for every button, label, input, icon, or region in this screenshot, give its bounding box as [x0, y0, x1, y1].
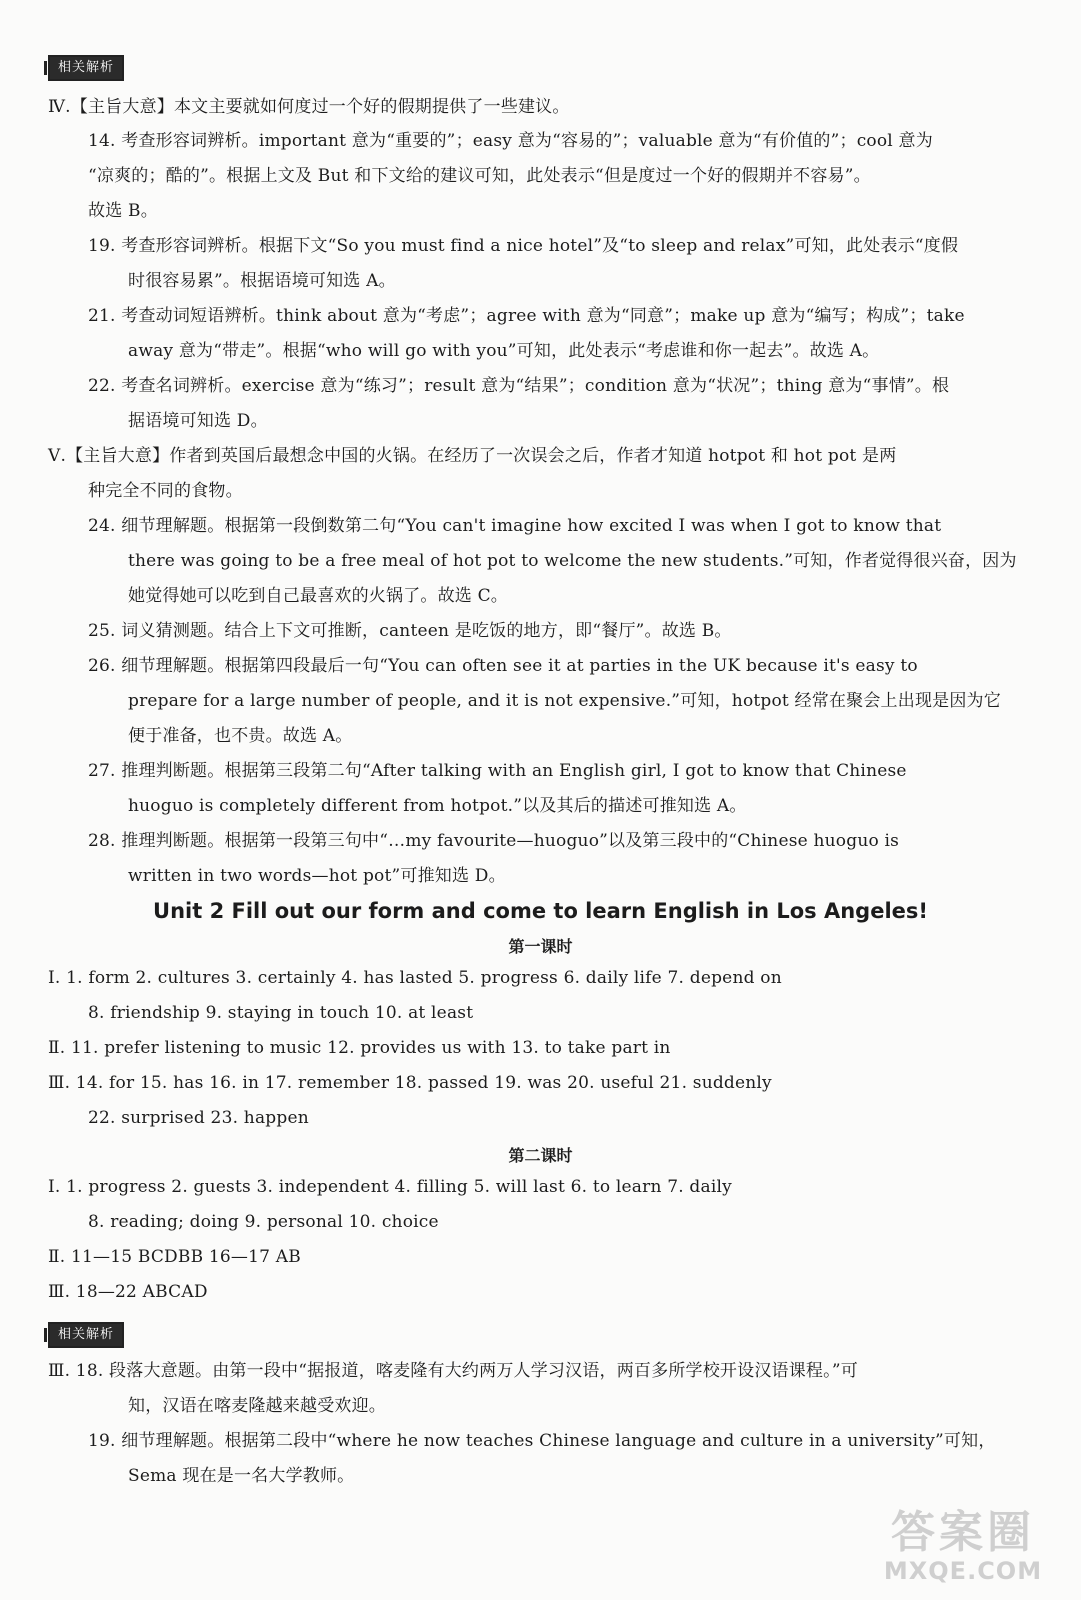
final-18-line1: Ⅲ. 18. 段落大意题。由第一段中“据报道，喀麦隆有大约两万人学习汉语，两百多所学校开设汉语课程。”可	[48, 1361, 858, 1381]
item-26-line1: 26. 细节理解题。根据第四段最后一句“You can often see it at parties in the UK because it's easy to	[88, 656, 918, 676]
watermark	[863, 1508, 1063, 1588]
item-22-line2: 据语境可知选 D。	[128, 411, 268, 431]
lesson1-i-line2: 8. friendship 9. staying in touch 10. at least	[88, 1003, 474, 1023]
lesson2-i-line2: 8. reading; doing 9. personal 10. choice	[88, 1212, 439, 1232]
lesson1-iii-line1: Ⅲ. 14. for 15. has 16. in 17. remember 18. passed 19. was 20. useful 21. suddenly	[48, 1073, 772, 1093]
section-tag: 相关解析	[48, 55, 124, 81]
item-22-line1: 22. 考查名词辨析。exercise 意为“练习”；result 意为“结果”；condition 意为“状况”；thing 意为“事情”。根	[88, 376, 950, 396]
lesson1-ii: Ⅱ. 11. prefer listening to music 12. provides us with 13. to take part in	[48, 1038, 671, 1058]
main-idea-v-line2: 种完全不同的食物。	[88, 481, 243, 501]
lesson1-i-line1: Ⅰ. 1. form 2. cultures 3. certainly 4. has lasted 5. progress 6. daily life 7. depend on	[48, 968, 782, 988]
item-25: 25. 词义猜测题。结合上下文可推断，canteen 是吃饭的地方，即“餐厅”。故选 B。	[88, 621, 732, 641]
item-28-line2: written in two words—hot pot”可推知选 D。	[128, 866, 506, 886]
unit-title: Unit 2 Fill out our form and come to learn English in Los Angeles!	[153, 899, 928, 923]
lesson2-iii: Ⅲ. 18—22 ABCAD	[48, 1282, 208, 1302]
item-14-line1: 14. 考查形容词辨析。important 意为“重要的”；easy 意为“容易的”；valuable 意为“有价值的”；cool 意为	[88, 131, 933, 151]
lesson1-heading: 第一课时	[508, 937, 573, 956]
final-18-line2: 知，汉语在喀麦隆越来越受欢迎。	[128, 1396, 386, 1416]
final-19-line1: 19. 细节理解题。根据第二段中“where he now teaches Chinese language and culture in a university”可知，	[88, 1431, 996, 1451]
item-14-line2: “凉爽的；酷的”。根据上文及 But 和下文给的建议可知，此处表示“但是度过一个好的假期并不容易”。	[88, 166, 871, 186]
item-27-line1: 27. 推理判断题。根据第三段第二句“After talking with an English girl, I got to know that Chinese	[88, 761, 907, 781]
lesson2-i-line1: Ⅰ. 1. progress 2. guests 3. independent 4. filling 5. will last 6. to learn 7. daily	[48, 1177, 732, 1197]
item-24-line2: there was going to be a free meal of hot pot to welcome the new students.”可知，作者觉得很兴奋，因为	[128, 551, 1017, 571]
item-27-line2: huoguo is completely different from hotpot.”以及其后的描述可推知选 A。	[128, 796, 747, 816]
item-28-line1: 28. 推理判断题。根据第一段第三句中“…my favourite—huoguo”以及第三段中的“Chinese huoguo is	[88, 831, 900, 851]
watermark-url: MXQE.COM	[883, 1557, 1043, 1585]
item-26-line2: prepare for a large number of people, and it is not expensive.”可知，hotpot 经常在聚会上出现是因为它	[128, 691, 1001, 711]
item-19-line1: 19. 考查形容词辨析。根据下文“So you must find a nice hotel”及“to sleep and relax”可知，此处表示“度假	[88, 236, 959, 256]
section-tag-2: 相关解析	[48, 1322, 124, 1348]
final-19-line2: Sema 现在是一名大学教师。	[128, 1466, 355, 1486]
main-idea-v-line1: Ⅴ.【主旨大意】作者到英国后最想念中国的火锅。在经历了一次误会之后，作者才知道 hotpot 和 hot pot 是两	[48, 446, 897, 466]
lesson1-iii-line2: 22. surprised 23. happen	[88, 1108, 309, 1128]
main-idea-iv: Ⅳ.【主旨大意】本文主要就如何度过一个好的假期提供了一些建议。	[48, 97, 570, 117]
lesson2-ii: Ⅱ. 11—15 BCDBB 16—17 AB	[48, 1247, 301, 1267]
item-14-line3: 故选 B。	[88, 201, 158, 221]
item-24-line3: 她觉得她可以吃到自己最喜欢的火锅了。故选 C。	[128, 586, 509, 606]
item-19-line2: 时很容易累”。根据语境可知选 A。	[128, 271, 396, 291]
item-21-line1: 21. 考查动词短语辨析。think about 意为“考虑”；agree with 意为“同意”；make up 意为“编写；构成”；take	[88, 306, 965, 326]
lesson2-heading: 第二课时	[508, 1146, 573, 1165]
watermark-logo: 答案圈	[891, 1507, 1035, 1558]
item-24-line1: 24. 细节理解题。根据第一段倒数第二句“You can't imagine how excited I was when I got to know that	[88, 516, 942, 536]
item-26-line3: 便于准备，也不贵。故选 A。	[128, 726, 353, 746]
item-21-line2: away 意为“带走”。根据“who will go with you”可知，此处表示“考虑谁和你一起去”。故选 A。	[128, 341, 880, 361]
